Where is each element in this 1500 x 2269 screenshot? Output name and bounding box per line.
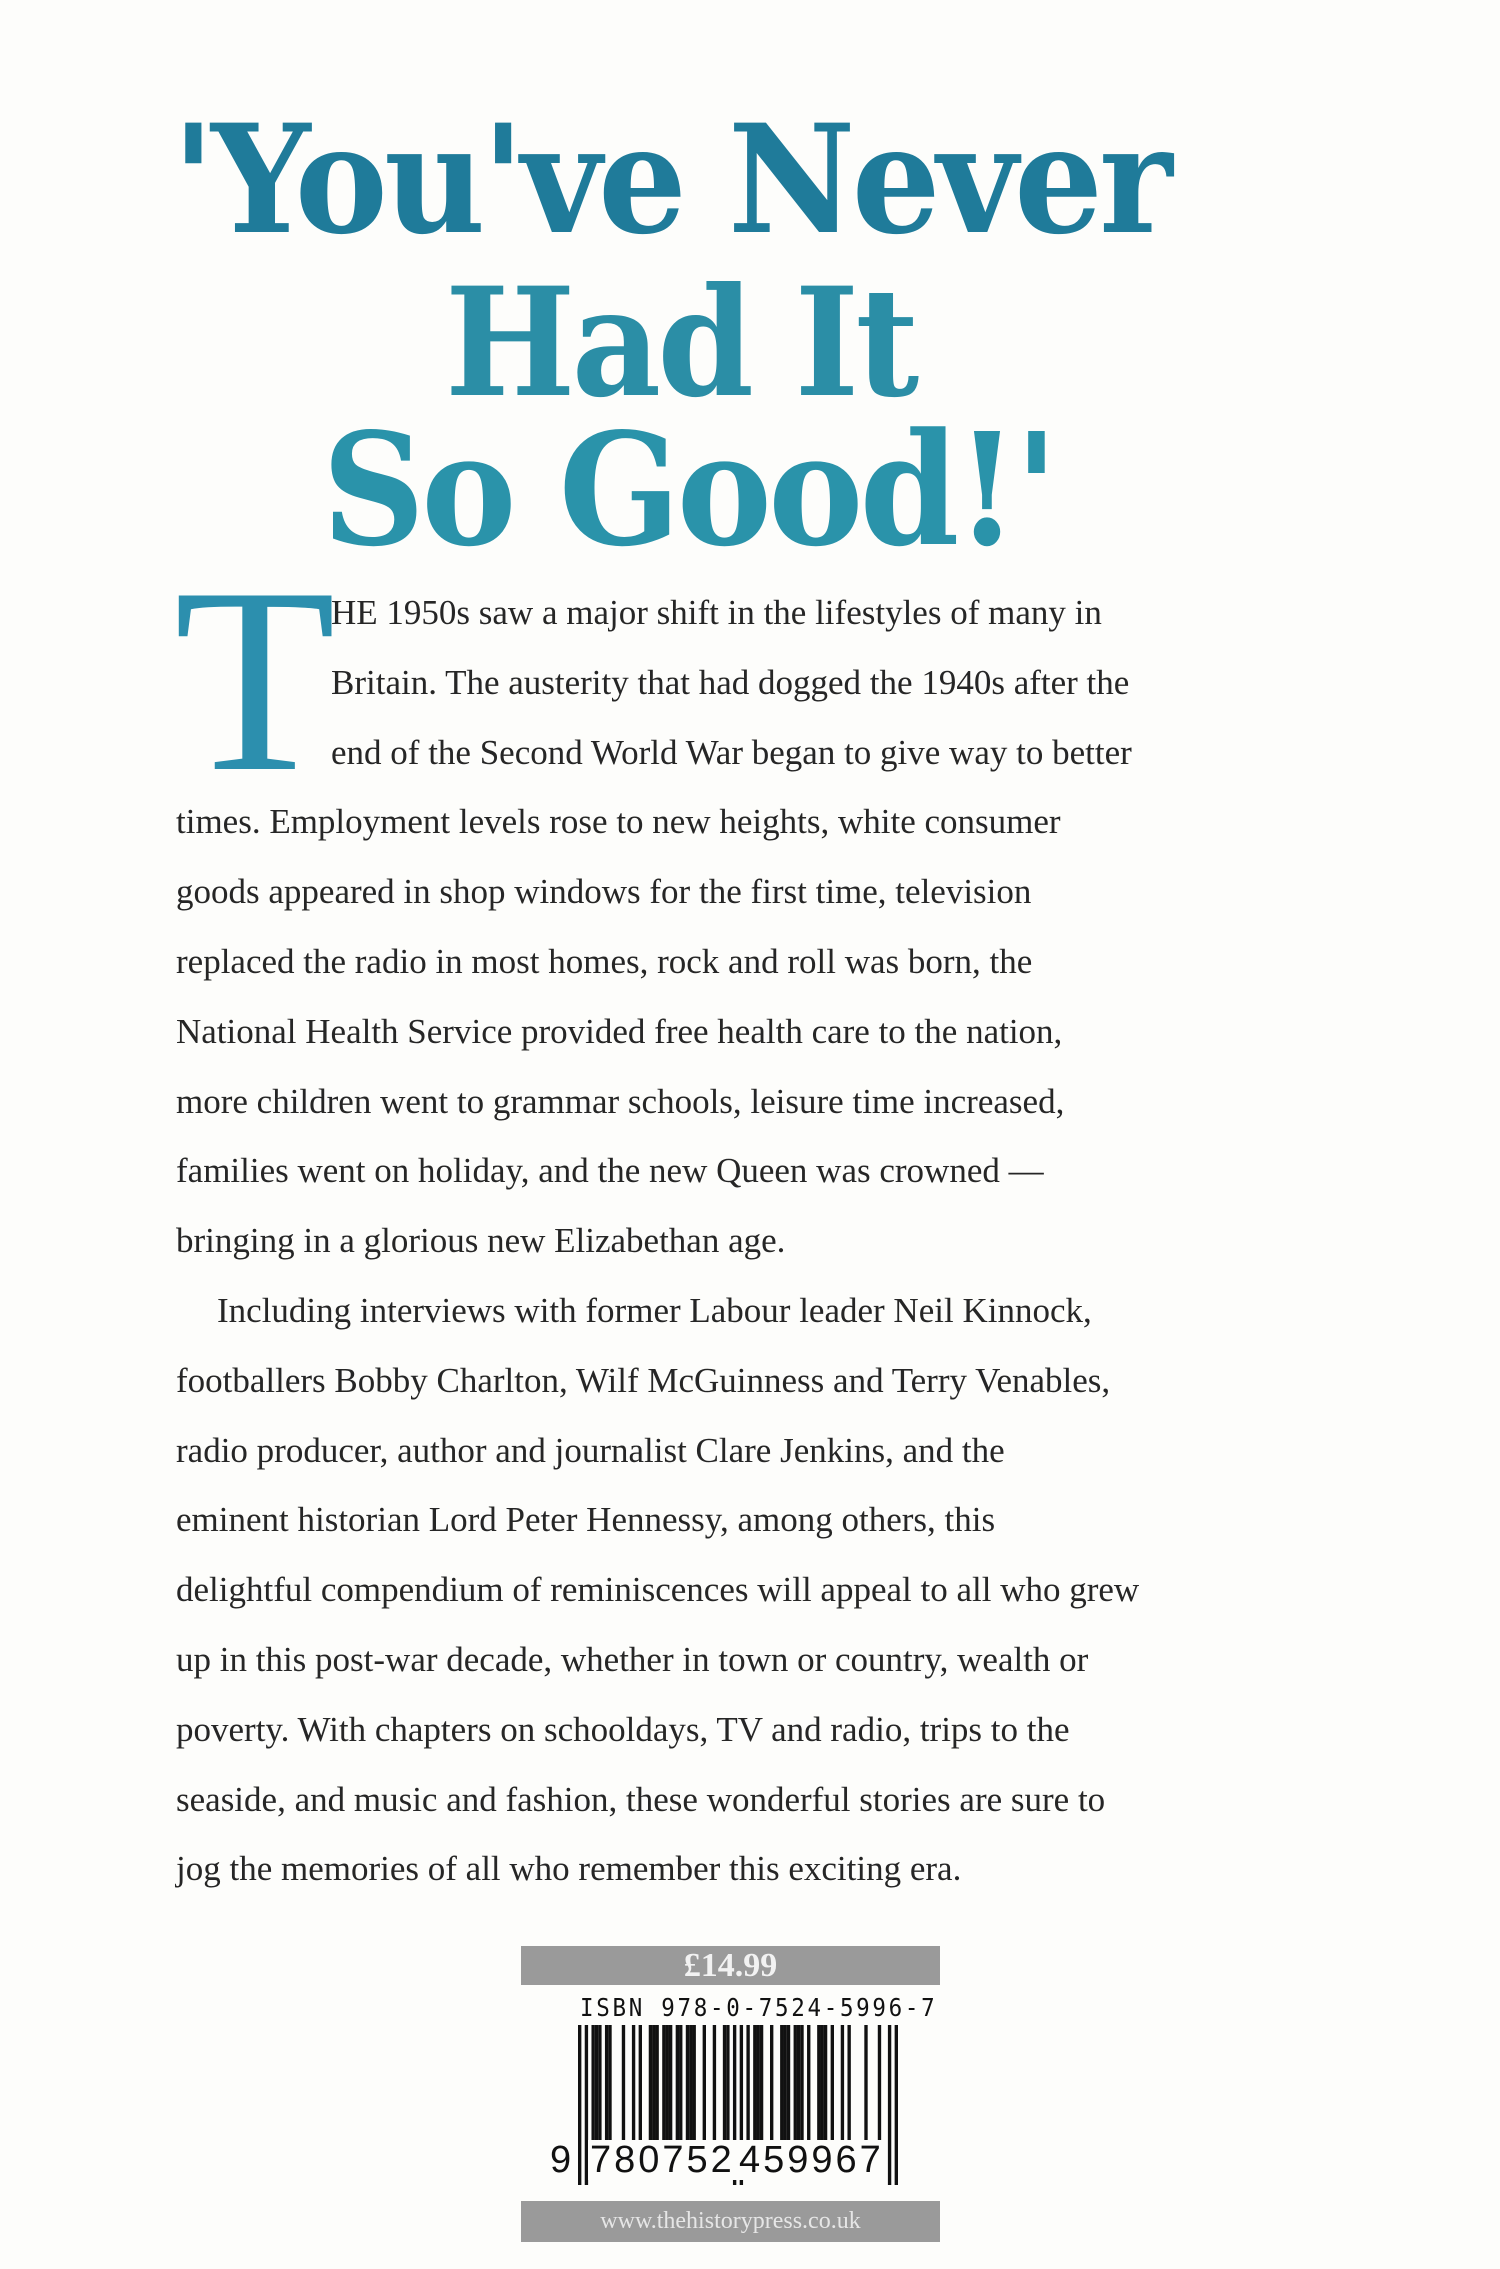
blurb-line: end of the Second World War began to give way to better [331,732,1132,772]
barcode-bar [578,2025,581,2185]
blurb-line: families went on holiday, and the new Queen was crowned — [176,1151,1044,1191]
blurb-line: eminent historian Lord Peter Hennessy, among others, this [176,1500,996,1540]
blurb-line: replaced the radio in most homes, rock and roll was born, the [176,941,1033,981]
blurb-line: seaside, and music and fashion, these wonderful stories are sure to [176,1779,1106,1819]
title-line-2: Had It [445,255,916,431]
title-line-3: So Good!' [322,398,1055,581]
drop-cap: T [174,534,336,827]
blurb-line: Including interviews with former Labour leader Neil Kinnock, [217,1290,1092,1330]
title-line-1: 'You've Never [172,92,1169,268]
blurb-line: bringing in a glorious new Elizabethan age. [176,1221,786,1261]
blurb-line: jog the memories of all who remember this exciting era. [176,1849,962,1889]
barcode-bar [888,2025,891,2185]
blurb-line: footballers Bobby Charlton, Wilf McGuinness and Terry Venables, [176,1360,1111,1400]
blurb-text [176,578,1286,1904]
ean-right-digits: 459967 [739,2139,884,2181]
blurb-line: radio producer, author and journalist Clare Jenkins, and the [176,1430,1005,1470]
ean-first-digit: 9 [550,2139,572,2181]
blurb-line: Britain. The austerity that had dogged the 1940s after the [331,662,1130,702]
ean-left-digits: 780752 [590,2139,735,2181]
isbn-text: ISBN 978-0-7524-5996-7 [580,1993,938,2022]
price-label: £14.99 [521,1946,940,1985]
barcode-bar [895,2025,898,2185]
blurb-line: times. Employment levels rose to new heights, white consumer [176,802,1061,842]
blurb-line: more children went to grammar schools, leisure time increased, [176,1081,1065,1121]
blurb-line: poverty. With chapters on schooldays, TV and radio, trips to the [176,1709,1070,1749]
blurb-line: up in this post-war decade, whether in town or country, wealth or [176,1639,1089,1679]
blurb-line: goods appeared in shop windows for the first time, television [176,872,1032,912]
blurb-line: delightful compendium of reminiscences will appeal to all who grew [176,1570,1140,1610]
blurb-line: National Health Service provided free health care to the nation, [176,1011,1063,1051]
blurb-line: HE 1950s saw a major shift in the lifestyles of many in [331,593,1102,632]
publisher-website: www.thehistorypress.co.uk [521,2201,940,2242]
